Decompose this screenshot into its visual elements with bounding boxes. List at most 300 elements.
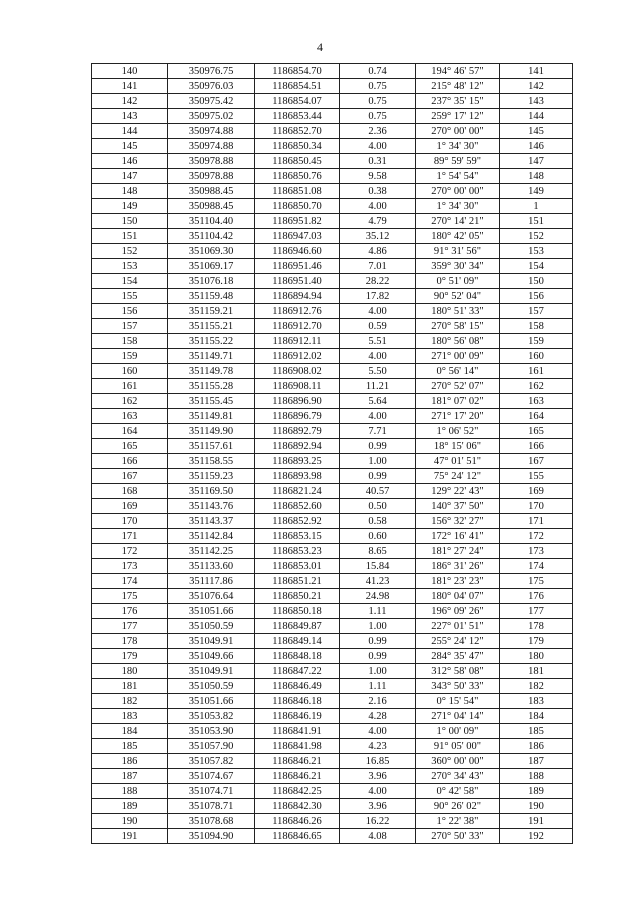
direction-angle-cell: 0° 51' 09" [416, 274, 500, 289]
table-row [92, 64, 573, 79]
x-coordinate-cell: 350976.75 [168, 64, 255, 79]
table-row [92, 334, 573, 349]
table-row [92, 574, 573, 589]
table-row [92, 514, 573, 529]
x-coordinate-cell: 351051.66 [168, 604, 255, 619]
direction-angle-cell: 271° 17' 20" [416, 409, 500, 424]
distance-cell: 0.60 [340, 529, 416, 544]
point-number-cell: 187 [92, 769, 168, 784]
y-coordinate-cell: 1186912.11 [255, 334, 340, 349]
point-number-cell: 147 [92, 169, 168, 184]
next-point-cell: 188 [500, 769, 573, 784]
direction-angle-cell: 360° 00' 00" [416, 754, 500, 769]
direction-angle-cell: 75° 24' 12" [416, 469, 500, 484]
direction-angle-cell: 237° 35' 15" [416, 94, 500, 109]
next-point-cell: 175 [500, 574, 573, 589]
next-point-cell: 183 [500, 694, 573, 709]
point-number-cell: 144 [92, 124, 168, 139]
next-point-cell: 167 [500, 454, 573, 469]
next-point-cell: 191 [500, 814, 573, 829]
y-coordinate-cell: 1186850.45 [255, 154, 340, 169]
x-coordinate-cell: 351049.66 [168, 649, 255, 664]
direction-angle-cell: 47° 01' 51" [416, 454, 500, 469]
distance-cell: 16.85 [340, 754, 416, 769]
next-point-cell: 184 [500, 709, 573, 724]
y-coordinate-cell: 1186841.98 [255, 739, 340, 754]
distance-cell: 4.00 [340, 784, 416, 799]
y-coordinate-cell: 1186850.21 [255, 589, 340, 604]
point-number-cell: 186 [92, 754, 168, 769]
y-coordinate-cell: 1186947.03 [255, 229, 340, 244]
x-coordinate-cell: 351104.42 [168, 229, 255, 244]
y-coordinate-cell: 1186946.60 [255, 244, 340, 259]
direction-angle-cell: 156° 32' 27" [416, 514, 500, 529]
distance-cell: 0.99 [340, 634, 416, 649]
x-coordinate-cell: 351159.21 [168, 304, 255, 319]
distance-cell: 5.51 [340, 334, 416, 349]
next-point-cell: 163 [500, 394, 573, 409]
next-point-cell: 180 [500, 649, 573, 664]
point-number-cell: 164 [92, 424, 168, 439]
x-coordinate-cell: 351104.40 [168, 214, 255, 229]
distance-cell: 4.79 [340, 214, 416, 229]
table-row [92, 184, 573, 199]
point-number-cell: 159 [92, 349, 168, 364]
direction-angle-cell: 1° 00' 09" [416, 724, 500, 739]
x-coordinate-cell: 350974.88 [168, 124, 255, 139]
direction-angle-cell: 0° 42' 58" [416, 784, 500, 799]
table-row [92, 589, 573, 604]
point-number-cell: 170 [92, 514, 168, 529]
x-coordinate-cell: 351149.81 [168, 409, 255, 424]
distance-cell: 0.50 [340, 499, 416, 514]
distance-cell: 2.36 [340, 124, 416, 139]
direction-angle-cell: 270° 58' 15" [416, 319, 500, 334]
direction-angle-cell: 270° 00' 00" [416, 184, 500, 199]
x-coordinate-cell: 351057.82 [168, 754, 255, 769]
y-coordinate-cell: 1186853.01 [255, 559, 340, 574]
direction-angle-cell: 255° 24' 12" [416, 634, 500, 649]
x-coordinate-cell: 351069.30 [168, 244, 255, 259]
y-coordinate-cell: 1186841.91 [255, 724, 340, 739]
y-coordinate-cell: 1186908.02 [255, 364, 340, 379]
y-coordinate-cell: 1186853.44 [255, 109, 340, 124]
point-number-cell: 162 [92, 394, 168, 409]
y-coordinate-cell: 1186893.98 [255, 469, 340, 484]
next-point-cell: 189 [500, 784, 573, 799]
y-coordinate-cell: 1186851.21 [255, 574, 340, 589]
next-point-cell: 192 [500, 829, 573, 844]
direction-angle-cell: 180° 04' 07" [416, 589, 500, 604]
table-row [92, 79, 573, 94]
direction-angle-cell: 270° 52' 07" [416, 379, 500, 394]
direction-angle-cell: 271° 00' 09" [416, 349, 500, 364]
y-coordinate-cell: 1186892.94 [255, 439, 340, 454]
next-point-cell: 155 [500, 469, 573, 484]
table-row [92, 664, 573, 679]
point-number-cell: 145 [92, 139, 168, 154]
distance-cell: 1.00 [340, 619, 416, 634]
next-point-cell: 187 [500, 754, 573, 769]
table-row [92, 304, 573, 319]
direction-angle-cell: 91° 05' 00" [416, 739, 500, 754]
point-number-cell: 178 [92, 634, 168, 649]
point-number-cell: 149 [92, 199, 168, 214]
y-coordinate-cell: 1186849.87 [255, 619, 340, 634]
x-coordinate-cell: 351057.90 [168, 739, 255, 754]
direction-angle-cell: 186° 31' 26" [416, 559, 500, 574]
direction-angle-cell: 215° 48' 12" [416, 79, 500, 94]
distance-cell: 0.99 [340, 649, 416, 664]
y-coordinate-cell: 1186896.90 [255, 394, 340, 409]
distance-cell: 4.86 [340, 244, 416, 259]
point-number-cell: 154 [92, 274, 168, 289]
x-coordinate-cell: 351049.91 [168, 664, 255, 679]
y-coordinate-cell: 1186908.11 [255, 379, 340, 394]
y-coordinate-cell: 1186896.79 [255, 409, 340, 424]
y-coordinate-cell: 1186846.21 [255, 754, 340, 769]
x-coordinate-cell: 351076.18 [168, 274, 255, 289]
distance-cell: 4.00 [340, 349, 416, 364]
x-coordinate-cell: 351169.50 [168, 484, 255, 499]
direction-angle-cell: 0° 56' 14" [416, 364, 500, 379]
point-number-cell: 189 [92, 799, 168, 814]
distance-cell: 0.38 [340, 184, 416, 199]
next-point-cell: 152 [500, 229, 573, 244]
x-coordinate-cell: 351143.76 [168, 499, 255, 514]
distance-cell: 4.00 [340, 199, 416, 214]
direction-angle-cell: 180° 51' 33" [416, 304, 500, 319]
table-row [92, 619, 573, 634]
y-coordinate-cell: 1186821.24 [255, 484, 340, 499]
point-number-cell: 171 [92, 529, 168, 544]
table-row [92, 484, 573, 499]
distance-cell: 1.11 [340, 604, 416, 619]
point-number-cell: 184 [92, 724, 168, 739]
next-point-cell: 179 [500, 634, 573, 649]
distance-cell: 16.22 [340, 814, 416, 829]
y-coordinate-cell: 1186894.94 [255, 289, 340, 304]
distance-cell: 17.82 [340, 289, 416, 304]
page-number: 4 [317, 40, 323, 54]
point-number-cell: 157 [92, 319, 168, 334]
next-point-cell: 144 [500, 109, 573, 124]
table-row [92, 559, 573, 574]
y-coordinate-cell: 1186842.30 [255, 799, 340, 814]
next-point-cell: 170 [500, 499, 573, 514]
point-number-cell: 173 [92, 559, 168, 574]
point-number-cell: 141 [92, 79, 168, 94]
direction-angle-cell: 172° 16' 41" [416, 529, 500, 544]
y-coordinate-cell: 1186850.34 [255, 139, 340, 154]
y-coordinate-cell: 1186951.40 [255, 274, 340, 289]
direction-angle-cell: 1° 22' 38" [416, 814, 500, 829]
point-number-cell: 181 [92, 679, 168, 694]
distance-cell: 0.99 [340, 439, 416, 454]
distance-cell: 0.75 [340, 94, 416, 109]
x-coordinate-cell: 351078.68 [168, 814, 255, 829]
y-coordinate-cell: 1186951.46 [255, 259, 340, 274]
direction-angle-cell: 0° 15' 54" [416, 694, 500, 709]
x-coordinate-cell: 351074.71 [168, 784, 255, 799]
point-number-cell: 183 [92, 709, 168, 724]
table-row [92, 454, 573, 469]
point-number-cell: 175 [92, 589, 168, 604]
point-number-cell: 167 [92, 469, 168, 484]
table-row [92, 529, 573, 544]
distance-cell: 4.23 [340, 739, 416, 754]
point-number-cell: 142 [92, 94, 168, 109]
distance-cell: 7.01 [340, 259, 416, 274]
x-coordinate-cell: 351076.64 [168, 589, 255, 604]
next-point-cell: 185 [500, 724, 573, 739]
point-number-cell: 180 [92, 664, 168, 679]
x-coordinate-cell: 351155.22 [168, 334, 255, 349]
next-point-cell: 190 [500, 799, 573, 814]
point-number-cell: 163 [92, 409, 168, 424]
next-point-cell: 173 [500, 544, 573, 559]
direction-angle-cell: 343° 50' 33" [416, 679, 500, 694]
y-coordinate-cell: 1186852.60 [255, 499, 340, 514]
direction-angle-cell: 194° 46' 57" [416, 64, 500, 79]
y-coordinate-cell: 1186850.76 [255, 169, 340, 184]
table-row [92, 289, 573, 304]
x-coordinate-cell: 351050.59 [168, 679, 255, 694]
x-coordinate-cell: 351142.84 [168, 529, 255, 544]
x-coordinate-cell: 351074.67 [168, 769, 255, 784]
x-coordinate-cell: 351159.48 [168, 289, 255, 304]
table-row [92, 754, 573, 769]
table-row [92, 349, 573, 364]
y-coordinate-cell: 1186846.49 [255, 679, 340, 694]
point-number-cell: 182 [92, 694, 168, 709]
point-number-cell: 140 [92, 64, 168, 79]
distance-cell: 0.58 [340, 514, 416, 529]
direction-angle-cell: 140° 37' 50" [416, 499, 500, 514]
point-number-cell: 151 [92, 229, 168, 244]
y-coordinate-cell: 1186846.26 [255, 814, 340, 829]
direction-angle-cell: 270° 34' 43" [416, 769, 500, 784]
table-row [92, 604, 573, 619]
direction-angle-cell: 227° 01' 51" [416, 619, 500, 634]
distance-cell: 0.59 [340, 319, 416, 334]
x-coordinate-cell: 351149.71 [168, 349, 255, 364]
coordinates-table-body [92, 64, 573, 844]
table-row [92, 769, 573, 784]
point-number-cell: 174 [92, 574, 168, 589]
y-coordinate-cell: 1186854.51 [255, 79, 340, 94]
point-number-cell: 150 [92, 214, 168, 229]
y-coordinate-cell: 1186850.70 [255, 199, 340, 214]
table-row [92, 799, 573, 814]
distance-cell: 7.71 [340, 424, 416, 439]
x-coordinate-cell: 351069.17 [168, 259, 255, 274]
next-point-cell: 1 [500, 199, 573, 214]
distance-cell: 3.96 [340, 799, 416, 814]
next-point-cell: 150 [500, 274, 573, 289]
direction-angle-cell: 270° 14' 21" [416, 214, 500, 229]
x-coordinate-cell: 351051.66 [168, 694, 255, 709]
distance-cell: 28.22 [340, 274, 416, 289]
table-row [92, 364, 573, 379]
direction-angle-cell: 259° 17' 12" [416, 109, 500, 124]
direction-angle-cell: 90° 26' 02" [416, 799, 500, 814]
next-point-cell: 148 [500, 169, 573, 184]
next-point-cell: 154 [500, 259, 573, 274]
next-point-cell: 165 [500, 424, 573, 439]
point-number-cell: 169 [92, 499, 168, 514]
distance-cell: 11.21 [340, 379, 416, 394]
point-number-cell: 153 [92, 259, 168, 274]
direction-angle-cell: 181° 27' 24" [416, 544, 500, 559]
next-point-cell: 141 [500, 64, 573, 79]
next-point-cell: 169 [500, 484, 573, 499]
direction-angle-cell: 270° 00' 00" [416, 124, 500, 139]
next-point-cell: 147 [500, 154, 573, 169]
distance-cell: 1.11 [340, 679, 416, 694]
distance-cell: 1.00 [340, 454, 416, 469]
next-point-cell: 174 [500, 559, 573, 574]
direction-angle-cell: 18° 15' 06" [416, 439, 500, 454]
distance-cell: 0.75 [340, 109, 416, 124]
next-point-cell: 159 [500, 334, 573, 349]
table-row [92, 829, 573, 844]
next-point-cell: 158 [500, 319, 573, 334]
x-coordinate-cell: 351159.23 [168, 469, 255, 484]
y-coordinate-cell: 1186852.70 [255, 124, 340, 139]
table-row [92, 469, 573, 484]
y-coordinate-cell: 1186849.14 [255, 634, 340, 649]
y-coordinate-cell: 1186846.19 [255, 709, 340, 724]
distance-cell: 4.28 [340, 709, 416, 724]
next-point-cell: 145 [500, 124, 573, 139]
direction-angle-cell: 181° 23' 23" [416, 574, 500, 589]
table-row [92, 229, 573, 244]
table-row [92, 259, 573, 274]
y-coordinate-cell: 1186893.25 [255, 454, 340, 469]
y-coordinate-cell: 1186846.65 [255, 829, 340, 844]
next-point-cell: 171 [500, 514, 573, 529]
x-coordinate-cell: 351053.82 [168, 709, 255, 724]
table-row [92, 124, 573, 139]
x-coordinate-cell: 351050.59 [168, 619, 255, 634]
direction-angle-cell: 180° 56' 08" [416, 334, 500, 349]
table-row [92, 424, 573, 439]
table-row [92, 109, 573, 124]
table-row [92, 634, 573, 649]
next-point-cell: 162 [500, 379, 573, 394]
y-coordinate-cell: 1186853.23 [255, 544, 340, 559]
direction-angle-cell: 1° 06' 52" [416, 424, 500, 439]
next-point-cell: 176 [500, 589, 573, 604]
y-coordinate-cell: 1186912.02 [255, 349, 340, 364]
point-number-cell: 148 [92, 184, 168, 199]
x-coordinate-cell: 351149.90 [168, 424, 255, 439]
direction-angle-cell: 270° 50' 33" [416, 829, 500, 844]
distance-cell: 4.00 [340, 304, 416, 319]
coordinates-table [91, 63, 573, 844]
point-number-cell: 160 [92, 364, 168, 379]
distance-cell: 4.00 [340, 139, 416, 154]
distance-cell: 24.98 [340, 589, 416, 604]
next-point-cell: 146 [500, 139, 573, 154]
distance-cell: 0.99 [340, 469, 416, 484]
next-point-cell: 160 [500, 349, 573, 364]
direction-angle-cell: 90° 52' 04" [416, 289, 500, 304]
distance-cell: 0.74 [340, 64, 416, 79]
table-row [92, 439, 573, 454]
next-point-cell: 182 [500, 679, 573, 694]
x-coordinate-cell: 350978.88 [168, 154, 255, 169]
point-number-cell: 158 [92, 334, 168, 349]
point-number-cell: 165 [92, 439, 168, 454]
point-number-cell: 188 [92, 784, 168, 799]
point-number-cell: 190 [92, 814, 168, 829]
table-row [92, 94, 573, 109]
next-point-cell: 178 [500, 619, 573, 634]
point-number-cell: 146 [92, 154, 168, 169]
y-coordinate-cell: 1186850.18 [255, 604, 340, 619]
distance-cell: 1.00 [340, 664, 416, 679]
direction-angle-cell: 284° 35' 47" [416, 649, 500, 664]
direction-angle-cell: 196° 09' 26" [416, 604, 500, 619]
distance-cell: 35.12 [340, 229, 416, 244]
table-row [92, 409, 573, 424]
direction-angle-cell: 129° 22' 43" [416, 484, 500, 499]
direction-angle-cell: 359° 30' 34" [416, 259, 500, 274]
direction-angle-cell: 89° 59' 59" [416, 154, 500, 169]
direction-angle-cell: 1° 34' 30" [416, 139, 500, 154]
point-number-cell: 166 [92, 454, 168, 469]
y-coordinate-cell: 1186854.70 [255, 64, 340, 79]
table-row [92, 649, 573, 664]
direction-angle-cell: 271° 04' 14" [416, 709, 500, 724]
table-row [92, 544, 573, 559]
next-point-cell: 143 [500, 94, 573, 109]
table-row [92, 274, 573, 289]
table-row [92, 214, 573, 229]
distance-cell: 15.84 [340, 559, 416, 574]
y-coordinate-cell: 1186852.92 [255, 514, 340, 529]
next-point-cell: 172 [500, 529, 573, 544]
distance-cell: 4.08 [340, 829, 416, 844]
distance-cell: 41.23 [340, 574, 416, 589]
point-number-cell: 155 [92, 289, 168, 304]
direction-angle-cell: 1° 54' 54" [416, 169, 500, 184]
x-coordinate-cell: 351049.91 [168, 634, 255, 649]
y-coordinate-cell: 1186912.76 [255, 304, 340, 319]
y-coordinate-cell: 1186854.07 [255, 94, 340, 109]
direction-angle-cell: 91° 31' 56" [416, 244, 500, 259]
distance-cell: 9.58 [340, 169, 416, 184]
table-row [92, 394, 573, 409]
direction-angle-cell: 1° 34' 30" [416, 199, 500, 214]
x-coordinate-cell: 350978.88 [168, 169, 255, 184]
x-coordinate-cell: 351143.37 [168, 514, 255, 529]
y-coordinate-cell: 1186951.82 [255, 214, 340, 229]
table-row [92, 679, 573, 694]
x-coordinate-cell: 351158.55 [168, 454, 255, 469]
table-row [92, 244, 573, 259]
table-row [92, 814, 573, 829]
point-number-cell: 179 [92, 649, 168, 664]
table-row [92, 784, 573, 799]
table-row [92, 739, 573, 754]
y-coordinate-cell: 1186846.18 [255, 694, 340, 709]
y-coordinate-cell: 1186846.21 [255, 769, 340, 784]
table-row [92, 319, 573, 334]
direction-angle-cell: 181° 07' 02" [416, 394, 500, 409]
